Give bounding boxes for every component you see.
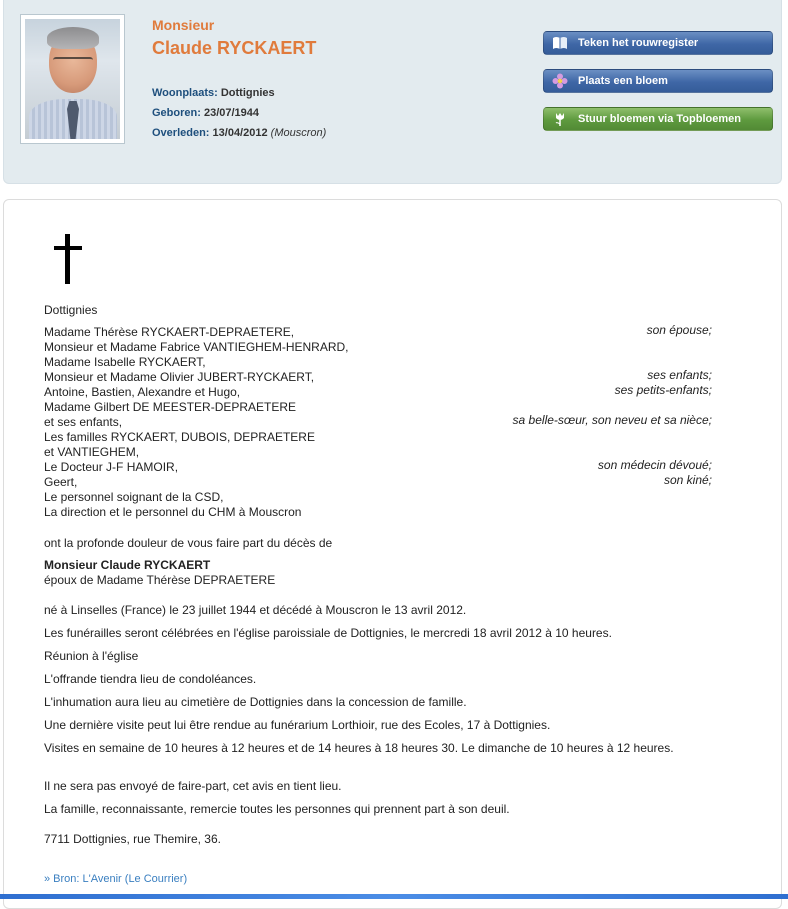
death-value: 13/04/2012 <box>212 127 268 139</box>
residence-label: Woonplaats: <box>152 87 218 99</box>
notice-paragraph: Visites en semaine de 10 heures à 12 heures et de 14 heures à 18 heures 30. Le dimanche de 10 heures à 12 heures. <box>44 741 674 755</box>
family-line: Les familles RYCKAERT, DUBOIS, DEPRAETERE <box>44 430 315 444</box>
family-line: La direction et le personnel du CHM à Mouscron <box>44 505 302 519</box>
family-line: Madame Thérèse RYCKAERT-DEPRAETERE, <box>44 325 295 339</box>
family-line: Le personnel soignant de la CSD, <box>44 490 224 504</box>
source-link[interactable]: » Bron: L'Avenir (Le Courrier) <box>44 873 188 885</box>
family-line: Monsieur et Madame Olivier JUBERT-RYCKAERT, <box>44 370 315 384</box>
book-icon <box>552 35 568 51</box>
announcement-text: ont la profonde douleur de vous faire part du décès de <box>44 536 333 550</box>
notice-paragraph: L'offrande tiendra lieu de condoléances. <box>44 672 257 686</box>
notice-paragraph: né à Linselles (France) le 23 juillet 1944 et décédé à Mouscron le 13 avril 2012. <box>44 603 467 617</box>
family-line: Monsieur et Madame Fabrice VANTIEGHEM-HENRARD, <box>44 340 349 354</box>
notice-paragraph: La famille, reconnaissante, remercie toutes les personnes qui prennent part à son deuil. <box>44 802 510 816</box>
send-flowers-label: Stuur bloemen via Topbloemen <box>578 113 741 125</box>
notice-paragraph: Les funérailles seront célébrées en l'église paroissiale de Dottignies, le mercredi 18 avril 2012 à 10 heures. <box>44 626 612 640</box>
residence-value: Dottignies <box>220 87 275 99</box>
obituary-header <box>3 0 782 184</box>
relation-grandchildren: ses petits-enfants; <box>614 383 712 397</box>
tulip-icon <box>552 111 568 127</box>
family-line: Antoine, Bastien, Alexandre et Hugo, <box>44 385 241 399</box>
sign-register-button[interactable] <box>543 31 773 55</box>
family-line: et ses enfants, <box>44 415 123 429</box>
notice-paragraph: Réunion à l'église <box>44 649 139 663</box>
birth-value: 23/07/1944 <box>203 107 260 119</box>
sign-register-label: Teken het rouwregister <box>578 37 699 49</box>
family-line: Le Docteur J-F HAMOIR, <box>44 460 179 474</box>
relation-sister-in-law: sa belle-sœur, son neveu et sa nièce; <box>512 413 712 427</box>
place-flower-button[interactable] <box>543 69 773 93</box>
notice-town: Dottignies <box>44 303 98 317</box>
deceased-spouse: époux de Madame Thérèse DEPRAETERE <box>44 573 276 587</box>
window-bottom-bar <box>0 894 788 899</box>
relation-physio: son kiné; <box>663 473 712 487</box>
relation-doctor: son médecin dévoué; <box>597 458 712 472</box>
notice-address: 7711 Dottignies, rue Themire, 36. <box>44 832 221 846</box>
family-line: Madame Isabelle RYCKAERT, <box>44 355 206 369</box>
cross-icon <box>52 232 84 291</box>
residence-row <box>152 87 275 99</box>
send-flowers-button[interactable] <box>543 107 773 131</box>
deceased-full-name: Monsieur Claude RYCKAERT <box>44 558 211 572</box>
relation-children: ses enfants; <box>647 368 712 382</box>
deceased-name-title: Claude RYCKAERT <box>152 38 317 58</box>
salutation: Monsieur <box>152 17 215 33</box>
relation-spouse: son épouse; <box>646 323 712 337</box>
death-place: (Mouscron) <box>270 127 327 139</box>
portrait-frame <box>20 14 125 144</box>
family-line: Geert, <box>44 475 78 489</box>
notice-paragraph: L'inhumation aura lieu au cimetière de Dottignies dans la concession de famille. <box>44 695 467 709</box>
family-line: Madame Gilbert DE MEESTER-DEPRAETERE <box>44 400 297 414</box>
place-flower-label: Plaats een bloem <box>578 75 668 87</box>
flower-icon <box>552 73 568 89</box>
family-line: et VANTIEGHEM, <box>44 445 140 459</box>
birth-row <box>152 107 259 119</box>
portrait-photo <box>25 19 120 139</box>
death-label: Overleden: <box>152 127 210 139</box>
death-row <box>152 127 326 139</box>
notice-paragraph: Il ne sera pas envoyé de faire-part, cet avis en tient lieu. <box>44 779 342 793</box>
notice-paragraph: Une dernière visite peut lui être rendue au funérarium Lorthioir, rue des Ecoles, 17 à Dottignies. <box>44 718 551 732</box>
birth-label: Geboren: <box>152 107 201 119</box>
